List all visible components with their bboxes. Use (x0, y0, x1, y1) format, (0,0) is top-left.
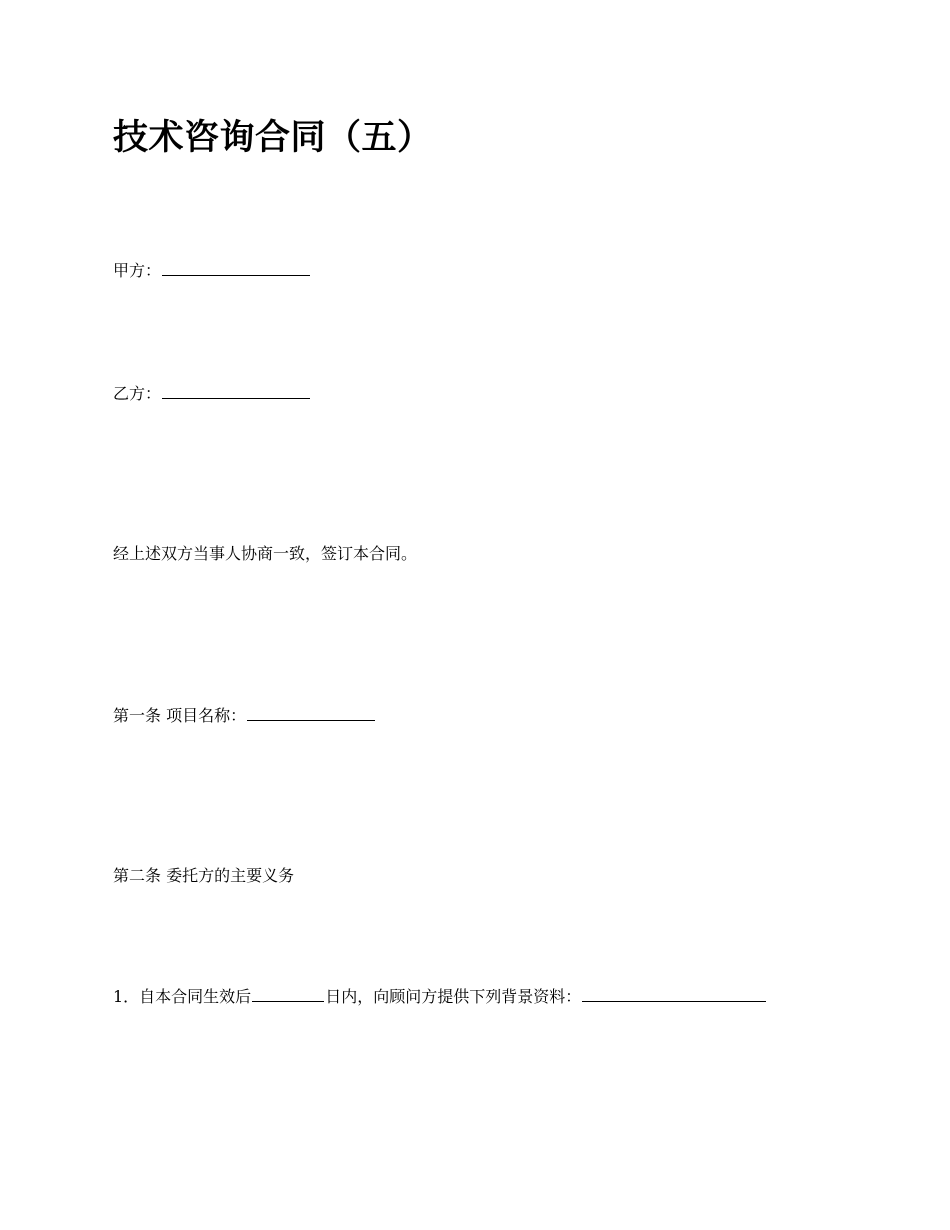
party-b-label: 乙方： (113, 384, 162, 403)
item-1-line (113, 986, 767, 1008)
intro-paragraph: 经上述双方当事人协商一致，签订本合同。 (113, 544, 418, 563)
background-materials-blank[interactable] (582, 986, 766, 1002)
party-a-line (113, 260, 311, 282)
document-title: 技术咨询合同（五） (113, 117, 433, 158)
days-blank[interactable] (252, 986, 324, 1002)
item-1-prefix: 1．自本合同生效后 (113, 987, 252, 1006)
party-b-blank[interactable] (162, 383, 310, 399)
item-1-middle: 日内，向顾问方提供下列背景资料： (325, 987, 582, 1006)
project-name-blank[interactable] (247, 705, 375, 721)
article-2-heading: 第二条 委托方的主要义务 (113, 866, 295, 885)
article-1-line (113, 705, 376, 727)
party-a-label: 甲方： (113, 261, 162, 280)
party-b-line (113, 383, 311, 405)
article-1-label: 第一条 项目名称： (113, 706, 247, 725)
party-a-blank[interactable] (162, 260, 310, 276)
